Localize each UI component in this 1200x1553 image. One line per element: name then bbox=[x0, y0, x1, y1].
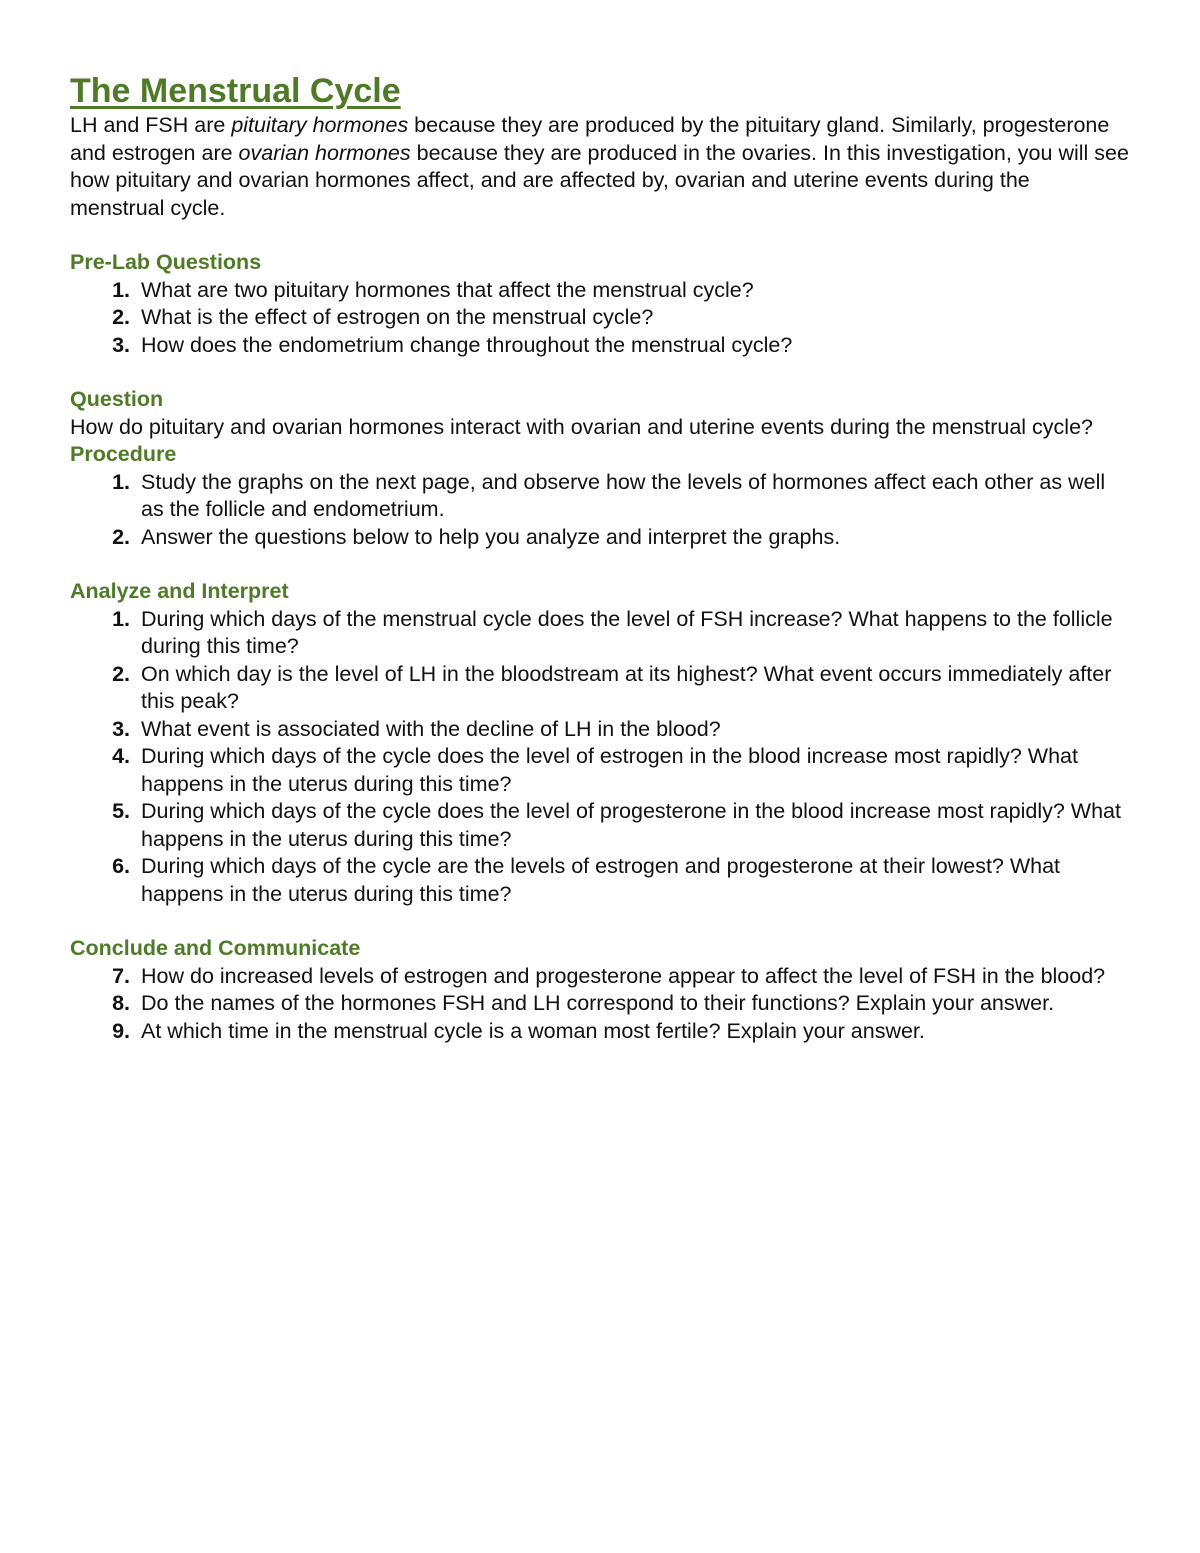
page-title: The Menstrual Cycle bbox=[70, 72, 401, 110]
list-number: 3. bbox=[112, 332, 130, 357]
list-item bbox=[112, 1018, 1130, 1046]
list-text: Answer the questions below to help you analyze and interpret the graphs. bbox=[141, 524, 841, 549]
list-text: How does the endometrium change throughout the menstrual cycle? bbox=[141, 332, 793, 357]
list-text: What is the effect of estrogen on the menstrual cycle? bbox=[141, 305, 654, 329]
list-item bbox=[112, 277, 1130, 305]
conclude-list bbox=[70, 963, 1130, 1046]
list-number: 1. bbox=[112, 606, 130, 631]
list-item bbox=[112, 853, 1130, 908]
list-number: 5. bbox=[112, 799, 130, 823]
list-text: What are two pituitary hormones that affect the menstrual cycle? bbox=[141, 277, 754, 302]
intro-emphasis-ovarian: ovarian hormones bbox=[238, 140, 411, 165]
list-text: How do increased levels of estrogen and progesterone appear to affect the level of FSH in the blood? bbox=[141, 963, 1106, 988]
question-text: How do pituitary and ovarian hormones interact with ovarian and uterine events during the menstrual cycle? bbox=[70, 414, 1094, 439]
list-item bbox=[112, 990, 1130, 1018]
list-item bbox=[112, 963, 1130, 991]
list-number: 8. bbox=[112, 991, 130, 1015]
conclude-heading: Conclude and Communicate bbox=[70, 936, 361, 960]
list-text: At which time in the menstrual cycle is a woman most fertile? Explain your answer. bbox=[141, 1018, 925, 1043]
intro-text-2: because they are produced by the pituitary gland. Similarly, progesterone and estrogen are bbox=[70, 113, 1110, 165]
list-number: 7. bbox=[112, 963, 130, 988]
list-number: 3. bbox=[112, 716, 130, 741]
question-heading: Question bbox=[70, 387, 164, 411]
list-text: Study the graphs on the next page, and observe how the levels of hormones affect each other as well as the follicle and endometrium. bbox=[141, 469, 1106, 521]
list-number: 1. bbox=[112, 277, 130, 302]
list-item bbox=[112, 524, 1130, 552]
list-number: 9. bbox=[112, 1018, 130, 1043]
list-item bbox=[112, 716, 1130, 744]
list-item bbox=[112, 332, 1130, 360]
list-number: 1. bbox=[112, 469, 130, 494]
list-text: During which days of the cycle does the level of progesterone in the blood increase most rapidly? What happens in the uterus during this time? bbox=[141, 799, 1121, 851]
intro-emphasis-pituitary: pituitary hormones bbox=[231, 113, 409, 137]
prelab-list bbox=[70, 277, 1130, 360]
analyze-list bbox=[70, 606, 1130, 909]
list-text: During which days of the menstrual cycle does the level of FSH increase? What happens to the follicle during this time? bbox=[141, 606, 1113, 658]
list-text: Do the names of the hormones FSH and LH correspond to their functions? Explain your answer. bbox=[141, 991, 1055, 1015]
list-item bbox=[112, 661, 1130, 716]
list-number: 6. bbox=[112, 854, 130, 878]
list-item bbox=[112, 606, 1130, 661]
list-text: What event is associated with the decline of LH in the blood? bbox=[141, 716, 721, 741]
list-number: 4. bbox=[112, 744, 130, 768]
procedure-list bbox=[70, 469, 1130, 552]
list-number: 2. bbox=[112, 305, 130, 329]
list-text: During which days of the cycle does the level of estrogen in the blood increase most rapidly? What happens in the uterus during this time? bbox=[141, 744, 1078, 796]
list-number: 2. bbox=[112, 524, 130, 549]
intro-text-1: LH and FSH are bbox=[70, 113, 232, 137]
list-item bbox=[112, 304, 1130, 332]
list-text: During which days of the cycle are the levels of estrogen and progesterone at their lowest? What happens in the uterus during this time? bbox=[141, 854, 1061, 906]
analyze-heading: Analyze and Interpret bbox=[70, 579, 289, 603]
intro-text-3: because they are produced in the ovaries. In this investigation, you will see how pituitary and ovarian hormones affect, and are affected by, ovarian and uterine events during the menstrual cycle. bbox=[70, 140, 1129, 220]
intro-paragraph bbox=[70, 112, 1130, 222]
list-item bbox=[112, 798, 1130, 853]
procedure-heading: Procedure bbox=[70, 442, 177, 466]
list-text: On which day is the level of LH in the bloodstream at its highest? What event occurs immediately after this peak? bbox=[141, 661, 1112, 713]
list-item bbox=[112, 743, 1130, 798]
list-item bbox=[112, 469, 1130, 524]
prelab-heading: Pre-Lab Questions bbox=[70, 250, 262, 274]
list-number: 2. bbox=[112, 661, 130, 686]
